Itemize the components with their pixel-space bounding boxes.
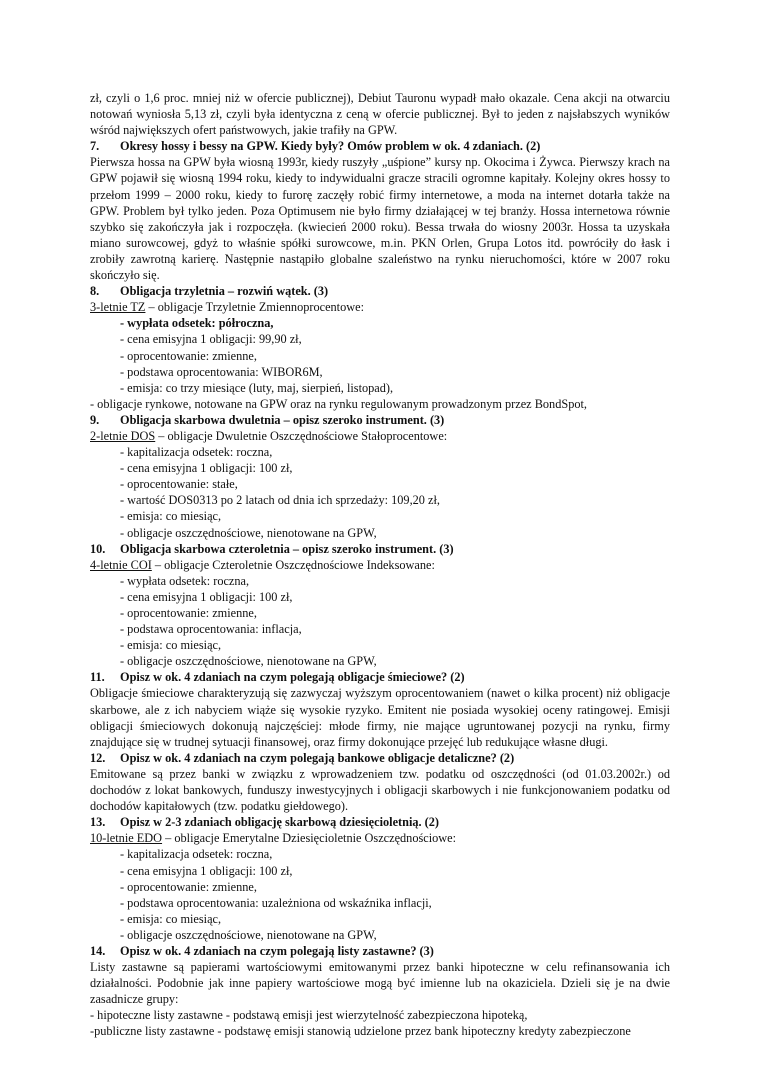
question-title: Obligacja skarbowa czteroletnia – opisz szeroko instrument. (3) xyxy=(120,541,454,556)
list-item: - oprocentowanie: stałe, xyxy=(120,477,238,492)
question-8-list xyxy=(90,315,670,395)
list-item: - obligacje oszczędnościowe, nienotowane na GPW, xyxy=(120,525,377,540)
question-12-answer: Emitowane są przez banki w związku z wprowadzeniem tzw. podatku od oszczędności (od 01.03.2002r.) od dochodów z lokat bankowych, funduszy inwestycyjnych i obligacji skarbowych i nie funkcjonowaniem podatku od dochodów kapitałowych (tzw. podatku giełdowego). xyxy=(90,766,670,814)
list-item: - emisja: co trzy miesiące (luty, maj, sierpień, listopad), xyxy=(120,380,394,395)
list-item: - podstawa oprocentowania: inflacja, xyxy=(120,622,302,637)
list-item: - obligacje oszczędnościowe, nienotowane na GPW, xyxy=(120,654,377,669)
question-13-heading xyxy=(90,814,670,830)
bond-description: – obligacje Dwuletnie Oszczędnościowe Stałoprocentowe: xyxy=(155,428,448,443)
question-10-lead xyxy=(90,557,670,573)
list-item: - kapitalizacja odsetek: roczna, xyxy=(120,445,273,460)
question-number: 12. xyxy=(90,750,106,765)
question-title: Obligacja trzyletnia – rozwiń wątek. (3) xyxy=(120,284,329,299)
question-8-lead xyxy=(90,299,670,315)
question-14-heading xyxy=(90,943,670,959)
list-item: - cena emisyjna 1 obligacji: 100 zł, xyxy=(120,461,293,476)
question-14-line-2: -publiczne listy zastawne - podstawę emisji stanowią udzielone przez bank hipoteczny kredyty zabezpieczone xyxy=(90,1024,631,1039)
list-item: - emisja: co miesiąc, xyxy=(120,638,222,653)
list-item: - wypłata odsetek: roczna, xyxy=(120,573,250,588)
list-item: - emisja: co miesiąc, xyxy=(120,911,222,926)
question-11-heading xyxy=(90,669,670,685)
list-item: - cena emisyjna 1 obligacji: 100 zł, xyxy=(120,589,293,604)
list-item: - wypłata odsetek: półroczna, xyxy=(120,316,274,331)
bond-term: 4-letnie COI xyxy=(90,557,152,572)
list-item: - oprocentowanie: zmienne, xyxy=(120,348,257,363)
question-7-heading xyxy=(90,138,670,154)
intro-paragraph: zł, czyli o 1,6 proc. mniej niż w ofercie publicznej), Debiut Tauronu wypadł mało okazale. Cena akcji na otwarciu notowań wyniosła 5,13 zł, czyli była identyczna z ceną w ofercie publicznej. Był to jeden z najsłabszych wyników wśród największych ofert państwowych, jakie trafiły na GPW. xyxy=(90,91,670,138)
question-title: Opisz w ok. 4 zdaniach na czym polegają obligacje śmieciowe? (2) xyxy=(120,670,465,685)
question-number: 8. xyxy=(90,284,100,299)
list-item: - obligacje oszczędnościowe, nienotowane na GPW, xyxy=(120,927,377,942)
list-item: - cena emisyjna 1 obligacji: 99,90 zł, xyxy=(120,332,302,347)
list-item: - oprocentowanie: zmienne, xyxy=(120,606,257,620)
question-number: 14. xyxy=(90,943,106,958)
question-8-tail: - obligacje rynkowe, notowane na GPW oraz na rynku regulowanym prowadzonym przez BondSpot, xyxy=(90,396,587,411)
question-7-answer: Pierwsza hossa na GPW była wiosną 1993r, kiedy ruszyły „uśpione” kursy np. Okocima i Żywca. Pierwszy krach na GPW pojawił się wiosną 1994 roku, kiedy to indywidualni gracze stracili ogromne kapitały. Kolejny okres hossy to przełom 1999 – 2000 roku, kiedy to furorę zaczęły robić firmy internetowe, a moda na internet dotarła także na GPW. Problem był tylko jeden. Poza Optimusem nie było firmy działającej w tej branży. Hossa internetowa równie szybko się zakończyła jak i rozpoczęła. (kwiecień 2000 roku). Bessa trwała do wiosny 2003r. Hossa ta uzyskała miano surowcowej, gdyż to właśnie spółki surowcowe, m.in. PKN Orlen, Grupa Lotos itd. powróciły do łask i zrobiły zawrotną karierę. Następnie nastąpiło globalne szaleństwo na rynku nieruchomości, które w 2007 roku skończyło się. xyxy=(90,155,670,283)
document-page xyxy=(90,90,670,1040)
question-10-heading xyxy=(90,541,670,557)
question-10-list xyxy=(90,573,670,670)
question-title: Opisz w ok. 4 zdaniach na czym polegają listy zastawne? (3) xyxy=(120,943,434,958)
list-item: - wartość DOS0313 po 2 latach od dnia ich sprzedaży: 109,20 zł, xyxy=(120,493,440,508)
question-14-answer: Listy zastawne są papierami wartościowymi emitowanymi przez banki hipoteczne w celu refinansowania ich działalności. Podobnie jak inne papiery wartościowe mogą być imienne lub na okaziciela. Dzieli się je na dwie zasadnicze grupy: xyxy=(90,960,670,1007)
question-9-list xyxy=(90,444,670,541)
question-13-list xyxy=(90,846,670,943)
question-title: Opisz w 2-3 zdaniach obligację skarbową dziesięcioletnią. (2) xyxy=(120,815,440,830)
bond-term: 10-letnie EDO xyxy=(90,831,163,846)
question-title: Obligacja skarbowa dwuletnia – opisz szeroko instrument. (3) xyxy=(120,412,445,427)
question-title: Opisz w ok. 4 zdaniach na czym polegają bankowe obligacje detaliczne? (2) xyxy=(120,750,515,765)
list-item: - emisja: co miesiąc, xyxy=(120,509,222,524)
bond-term: 3-letnie TZ xyxy=(90,300,146,315)
list-item: - podstawa oprocentowania: WIBOR6M, xyxy=(120,364,323,379)
question-number: 13. xyxy=(90,815,106,830)
question-number: 11. xyxy=(90,670,105,685)
list-item: - oprocentowanie: zmienne, xyxy=(120,879,257,894)
question-11-answer: Obligacje śmieciowe charakteryzują się zazwyczaj wyższym oprocentowaniem (nawet o kilka procent) niż obligacje skarbowe, ale z ich nabyciem wiąże się wysokie ryzyko. Emitent nie posiada wysokiej oceny ratingowej. Emisji obligacji śmieciowych dokonują najczęściej: młode firmy, nie mające ugruntowanej pozycji na rynku, firmy znajdujące się w trudnej sytuacji finansowej, oraz firmy dokonujące przejęć lub redukujące własne długi. xyxy=(90,686,670,749)
list-item: - cena emisyjna 1 obligacji: 100 zł, xyxy=(120,863,293,878)
list-item: - podstawa oprocentowania: uzależniona od wskaźnika inflacji, xyxy=(120,895,432,910)
list-item: - kapitalizacja odsetek: roczna, xyxy=(120,847,273,862)
question-14-line-1: - hipoteczne listy zastawne - podstawą emisji jest wierzytelność zabezpieczona hipoteką, xyxy=(90,1008,528,1023)
question-title: Okresy hossy i bessy na GPW. Kiedy były? Omów problem w ok. 4 zdaniach. (2) xyxy=(120,139,541,154)
bond-description: – obligacje Trzyletnie Zmiennoprocentowe: xyxy=(145,300,364,315)
question-number: 7. xyxy=(90,139,100,154)
bond-description: – obligacje Emerytalne Dziesięcioletnie Oszczędnościowe: xyxy=(162,831,457,846)
question-12-heading xyxy=(90,750,670,766)
question-9-lead xyxy=(90,428,670,444)
question-number: 9. xyxy=(90,412,100,427)
bond-term: 2-letnie DOS xyxy=(90,428,156,443)
question-9-heading xyxy=(90,412,670,428)
bond-description: – obligacje Czteroletnie Oszczędnościowe Indeksowane: xyxy=(151,557,435,572)
question-13-lead xyxy=(90,830,670,846)
question-number: 10. xyxy=(90,541,106,556)
question-8-heading xyxy=(90,283,670,299)
